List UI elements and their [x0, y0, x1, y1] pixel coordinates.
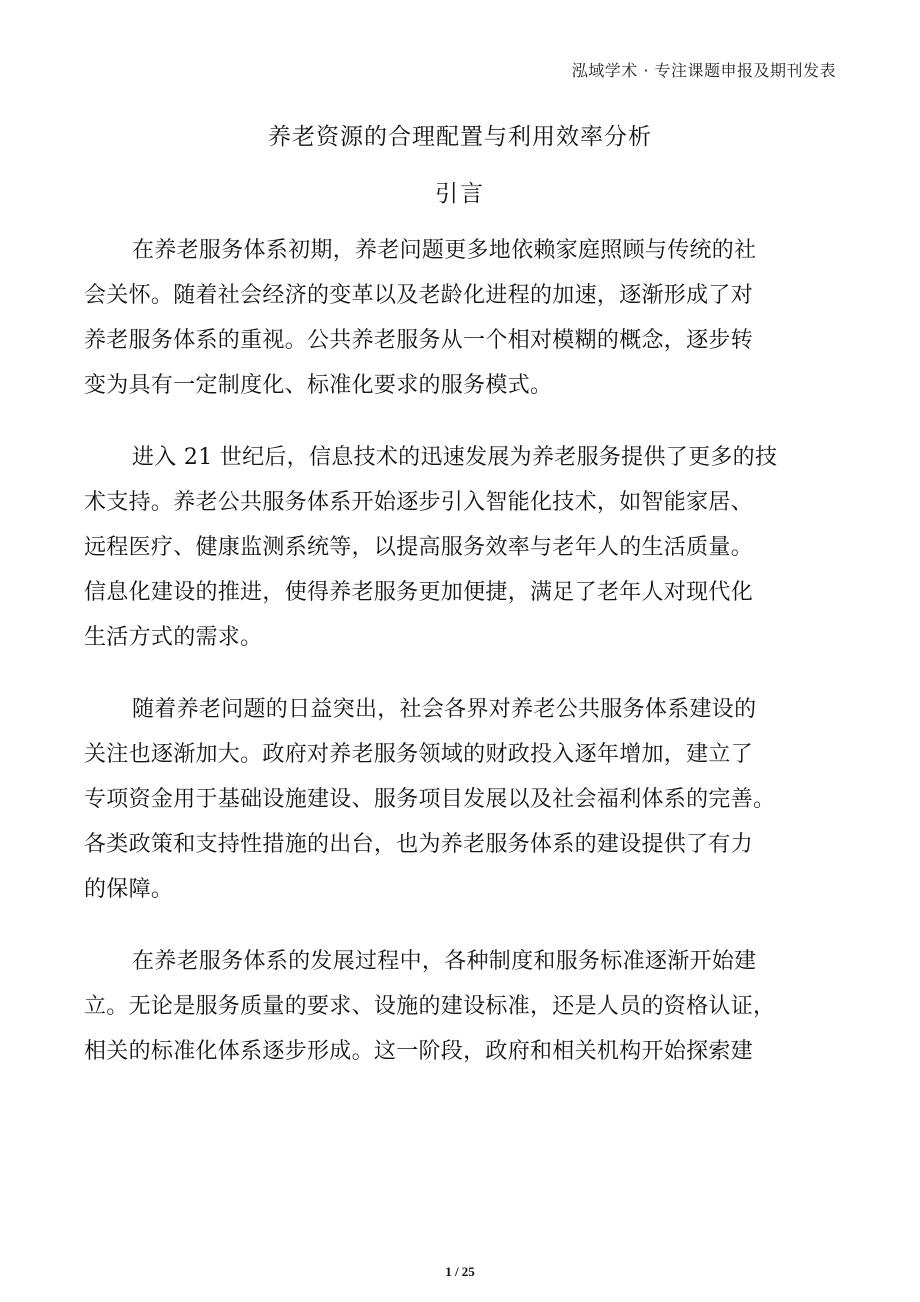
paragraph-line: 随着养老问题的日益突出，社会各界对养老公共服务体系建设的 — [132, 697, 757, 722]
paragraph-line: 会关怀。随着社会经济的变革以及老龄化进程的加速，逐渐形成了对 — [84, 283, 754, 308]
paragraph-line: 各类政策和支持性措施的出台，也为养老服务体系的建设提供了有力 — [84, 832, 754, 857]
section-heading-introduction: 引言 — [435, 181, 485, 207]
paragraph-line: 相关的标准化体系逐步形成。这一阶段，政府和相关机构开始探索建 — [84, 1039, 754, 1064]
document-title: 养老资源的合理配置与利用效率分析 — [268, 124, 652, 150]
paragraph-1 — [84, 228, 844, 408]
page-number: 1 / 25 — [445, 1264, 475, 1279]
paragraph-line: 立。无论是服务质量的要求、设施的建设标准，还是人员的资格认证， — [84, 994, 776, 1019]
paragraph-line: 在养老服务体系的发展过程中，各种制度和服务标准逐渐开始建 — [132, 949, 757, 974]
paragraph-line: 关注也逐渐加大。政府对养老服务领域的财政投入逐年增加，建立了 — [84, 742, 754, 767]
paragraph-3 — [84, 687, 844, 912]
header-publisher-note: 泓域学术 · 专注课题申报及期刊发表 — [571, 61, 836, 80]
paragraph-4 — [84, 939, 844, 1074]
body-text — [84, 228, 844, 1101]
paragraph-line: 专项资金用于基础设施建设、服务项目发展以及社会福利体系的完善。 — [84, 787, 776, 812]
paragraph-line: 养老服务体系的重视。公共养老服务从一个相对模糊的概念，逐步转 — [84, 328, 754, 353]
paragraph-line: 在养老服务体系初期，养老问题更多地依赖家庭照顾与传统的社 — [132, 238, 757, 263]
paragraph-line: 生活方式的需求。 — [84, 625, 263, 650]
paragraph-2 — [84, 435, 844, 660]
paragraph-line: 信息化建设的推进，使得养老服务更加便捷，满足了老年人对现代化 — [84, 580, 754, 605]
paragraph-line: 的保障。 — [84, 877, 174, 902]
paragraph-line: 术支持。养老公共服务体系开始逐步引入智能化技术，如智能家居、 — [84, 490, 754, 515]
paragraph-line: 进入 21 世纪后，信息技术的迅速发展为养老服务提供了更多的技 — [132, 445, 778, 470]
paragraph-line: 变为具有一定制度化、标准化要求的服务模式。 — [84, 373, 553, 398]
paragraph-line: 远程医疗、健康监测系统等，以提高服务效率与老年人的生活质量。 — [84, 535, 754, 560]
